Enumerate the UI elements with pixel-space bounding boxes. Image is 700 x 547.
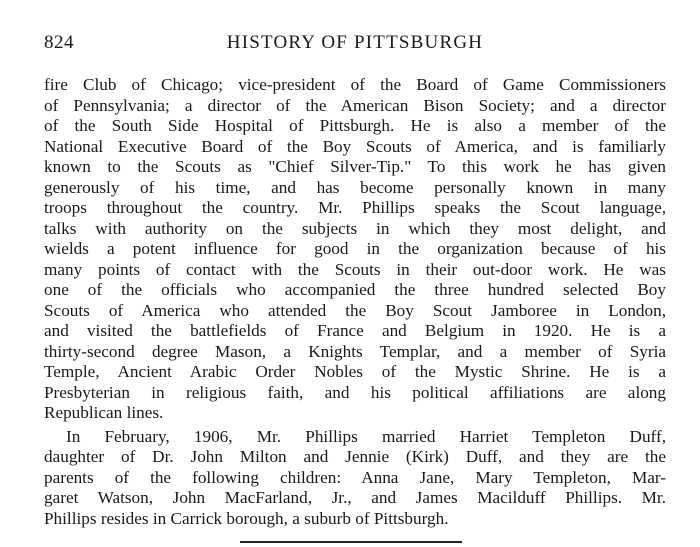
text-line: known to the Scouts as "Chief Silver-Tip." To this work he has given (44, 157, 666, 176)
text-line: troops throughout the country. Mr. Phillips speaks the Scout language, (44, 198, 666, 217)
text-line: parents of the following children: Anna Jane, Mary Templeton, Mar- (44, 467, 666, 487)
text-line: of the South Side Hospital of Pittsburgh. He is also a member of the (44, 116, 666, 135)
text-line: National Executive Board of the Boy Scouts of America, and is familiarly (44, 136, 666, 156)
text-line: many points of contact with the Scouts in their out-door work. He was (44, 259, 666, 279)
text-line: daughter of Dr. John Milton and Jennie (Kirk) Duff, and they are the (44, 447, 666, 466)
text-line: wields a potent influence for good in the organization because of his (44, 239, 666, 258)
text-line: In February, 1906, Mr. Phillips married Harriet Templeton Duff, (66, 426, 666, 446)
text-line: thirty-second degree Mason, a Knights Templar, and a member of Syria (44, 341, 666, 361)
running-head (44, 32, 666, 56)
text-line: Republican lines. (44, 403, 164, 422)
text-line: Scouts of America who attended the Boy Scout Jamboree in London, (44, 300, 666, 320)
text-line: garet Watson, John MacFarland, Jr., and James Macilduff Phillips. Mr. (44, 488, 666, 507)
section-divider (240, 541, 462, 543)
text-line: generously of his time, and has become personally known in many (44, 177, 666, 197)
text-line: and visited the battlefields of France and Belgium in 1920. He is a (44, 321, 666, 340)
text-line: Phillips resides in Carrick borough, a suburb of Pittsburgh. (44, 508, 449, 528)
text-line: one of the officials who accompanied the three hundred selected Boy (44, 280, 666, 299)
text-line: Presbyterian in religious faith, and his political affiliations are along (44, 382, 666, 402)
text-line: of Pennsylvania; a director of the American Bison Society; and a director (44, 95, 666, 115)
running-title: HISTORY OF PITTSBURGH (226, 32, 484, 53)
text-line: talks with authority on the subjects in which they most delight, and (44, 218, 666, 238)
text-line: Temple, Ancient Arabic Order Nobles of the Mystic Shrine. He is a (44, 362, 666, 381)
page-number: 824 (44, 32, 74, 53)
body-text (44, 75, 666, 529)
text-line: fire Club of Chicago; vice-president of the Board of Game Commissioners (44, 75, 666, 94)
